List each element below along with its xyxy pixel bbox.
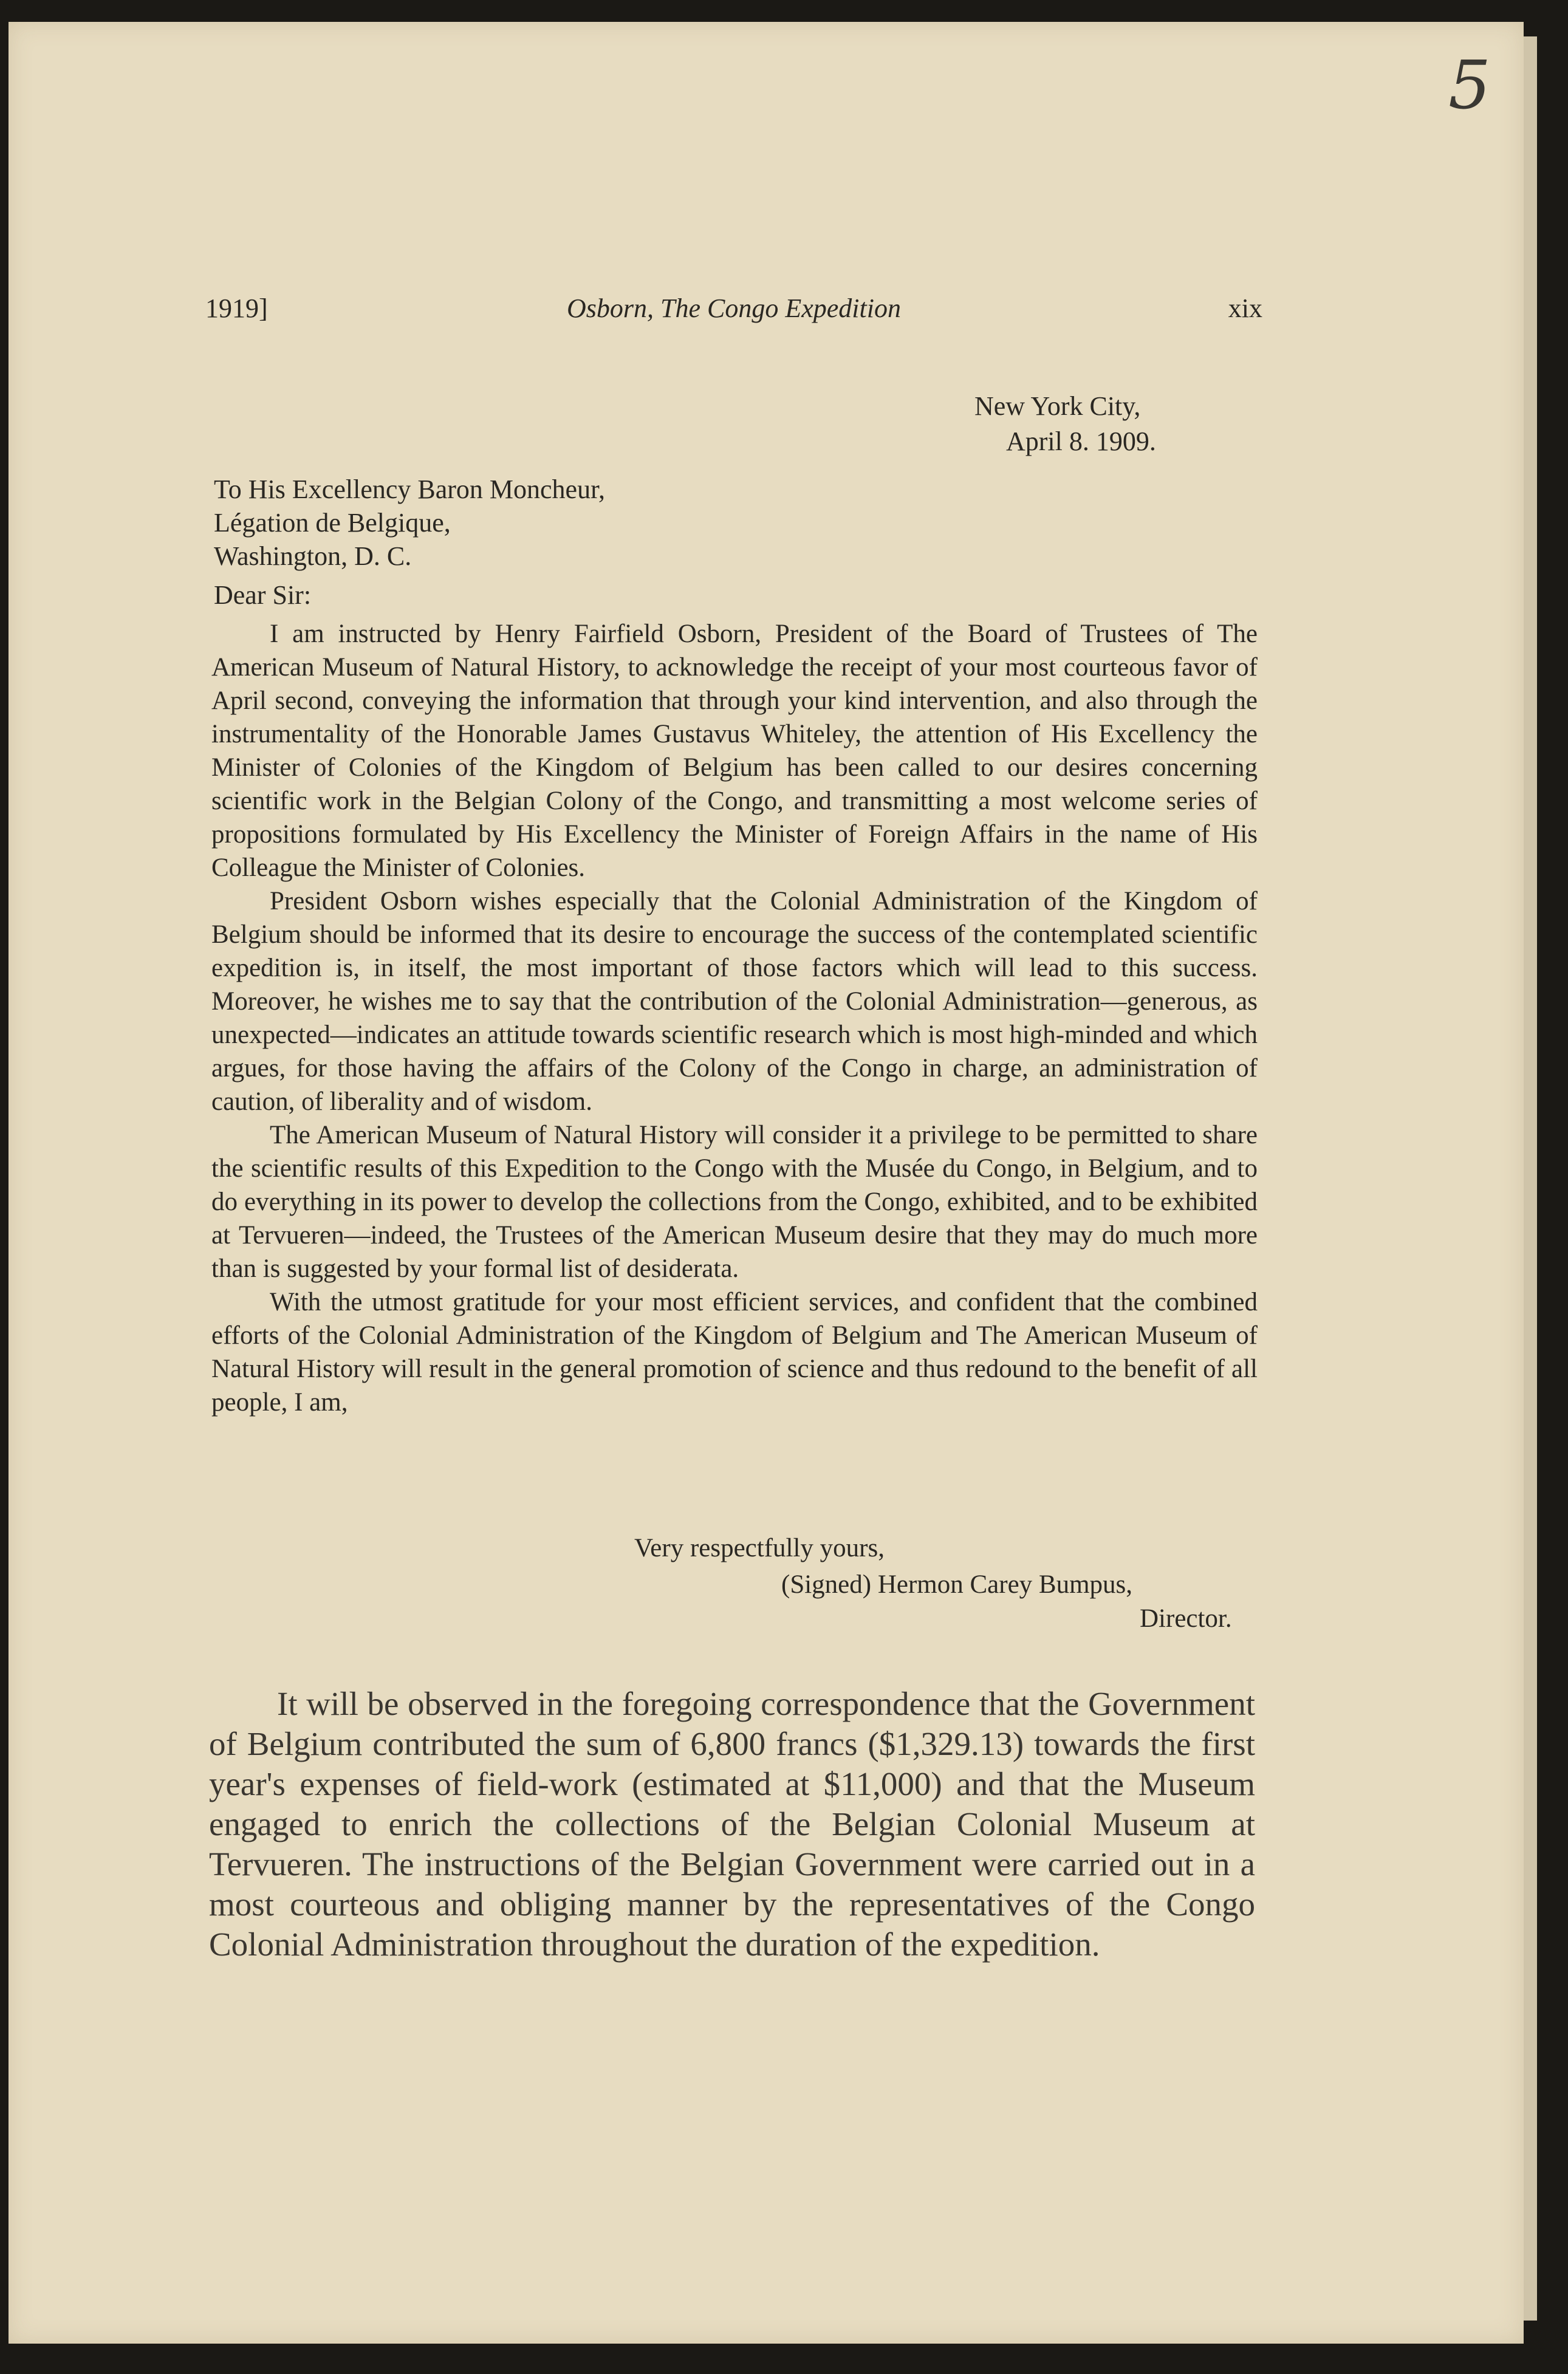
address-line: Légation de Belgique, (214, 508, 451, 538)
address-line: Washington, D. C. (214, 541, 412, 571)
running-head-page-number: xix (1228, 293, 1262, 323)
page-edge (1524, 36, 1537, 2321)
running-head-title: Osborn, The Congo Expedition (567, 293, 901, 323)
letter-paragraph: The American Museum of Natural History will consider it a privilege to be permitted to share the scientific results of this Expedition to the Congo with the Musée du Congo, in Belgium, and to do everything in its power to develop the collections from the Congo, exhibited, and to be exhibited at Tervueren—indeed, the Trustees of the American Museum desire that they may do much more than is suggested by your formal list of desiderata. (211, 1121, 1258, 1283)
letter-closing: Very respectfully yours, (634, 1534, 885, 1562)
recipient-address (214, 473, 605, 573)
letter-dateline (974, 389, 1156, 459)
dateline-place: New York City, (974, 391, 1141, 421)
letter-paragraph: With the utmost gratitude for your most efficient services, and confident that the combined efforts of the Colonial Administration of the Kingdom of Belgium and The American Museum of Natural History will result in the general promotion of science and thus redound to the benefit of all people, I am, (211, 1288, 1258, 1417)
document-page (9, 22, 1524, 2344)
address-line: To His Excellency Baron Moncheur, (214, 474, 605, 504)
letter-salutation: Dear Sir: (214, 580, 312, 610)
letter-body (211, 617, 1258, 1419)
commentary-paragraph: It will be observed in the foregoing correspondence that the Government of Belgium contributed the sum of 6,800 francs ($1,329.13) towards the first year's expenses of field-work (estimated at $11,000) and that the Museum engaged to enrich the collections of the Belgian Colonial Museum at Tervueren. The instructions of the Belgian Government were carried out in a most courteous and obliging manner by the representatives of the Congo Colonial Administration throughout the duration of the expedition. (209, 1685, 1255, 1963)
dateline-date: April 8. 1909. (1006, 426, 1156, 456)
letter-paragraph: President Osborn wishes especially that the Colonial Administration of the Kingdom of Belgium should be informed that its desire to encourage the success of the contemplated scientific expedition is, in itself, the most important of those factors which will lead to this success. Moreover, he wishes me to say that the contribution of the Colonial Administration—generous, as unexpected—indicates an attitude towards scientific research which is most high-minded and which argues, for those having the affairs of the Colony of the Congo in charge, an administration of caution, of liberality and of wisdom. (211, 887, 1258, 1116)
letter-paragraph: I am instructed by Henry Fairfield Osborn, President of the Board of Trustees of The American Museum of Natural History, to acknowledge the receipt of your most courteous favor of April second, conveying the information that through your kind intervention, and also through the instrumentality of the Honorable James Gustavus Whiteley, the attention of His Excellency the Minister of Colonies of the Kingdom of Belgium has been called to our desires concerning scientific work in the Belgian Colony of the Congo, and transmitting a most welcome series of propositions formulated by His Excellency the Minister of Foreign Affairs in the name of His Colleague the Minister of Colonies. (211, 620, 1258, 882)
running-head (205, 293, 1262, 329)
handwritten-folio-number: 5 (1448, 46, 1491, 124)
running-head-year: 1919] (205, 293, 268, 323)
signer-title: Director. (1140, 1604, 1232, 1633)
letter-signature: (Signed) Hermon Carey Bumpus, (781, 1570, 1133, 1599)
